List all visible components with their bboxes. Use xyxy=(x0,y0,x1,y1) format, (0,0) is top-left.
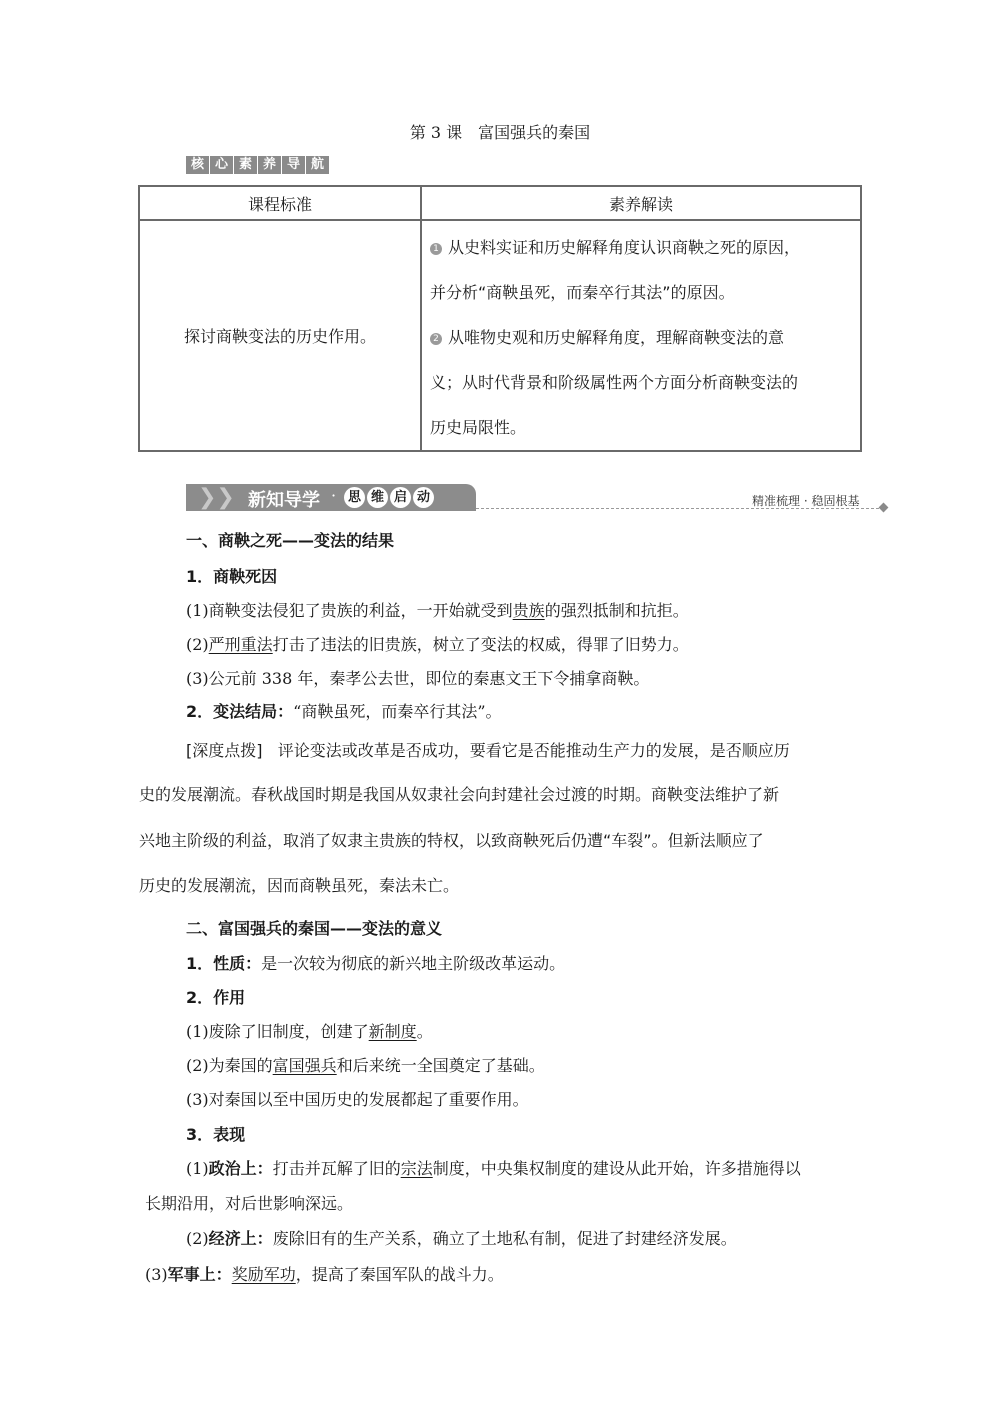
lesson-title: 第 3 课 富国强兵的秦国 xyxy=(409,123,591,142)
politics-line: (1)政治上：打击并瓦解了旧的宗法制度，中央集权制度的建设从此开始，许多措施得以 xyxy=(186,1159,801,1178)
badge-char: 核 xyxy=(186,156,209,174)
circled-number-icon: 2 xyxy=(430,333,442,345)
military-line: (3)军事上：奖励军功，提高了秦国军队的战斗力。 xyxy=(145,1265,504,1284)
section-heading-2: 二、富国强兵的秦国——变法的意义 xyxy=(186,919,443,938)
diamond-icon xyxy=(879,503,889,513)
curriculum-standard-cell: 探讨商鞅变法的历史作用。 xyxy=(139,220,421,451)
banner-chips xyxy=(344,487,434,508)
badge-char: 心 xyxy=(210,156,233,174)
deep-tip-line: 史的发展潮流。春秋战国时期是我国从奴隶社会向封建社会过渡的时期。商鞅变法维护了新 xyxy=(139,785,780,804)
double-chevron-icon: ❯❯ xyxy=(198,485,235,510)
deep-tip-label: [深度点拨] xyxy=(186,741,263,760)
header-literacy-interpretation: 素养解读 xyxy=(421,186,861,220)
subheading-performance: 3．表现 xyxy=(186,1125,246,1144)
table-row xyxy=(139,220,861,451)
curriculum-table xyxy=(138,185,862,452)
nature-line: 1．性质：是一次较为彻底的新兴地主阶级改革运动。 xyxy=(186,954,566,973)
badge-char: 养 xyxy=(258,156,281,174)
deep-tip-line: 历史的发展潮流，因而商鞅虽死，秦法未亡。 xyxy=(139,876,460,895)
banner-dot: · xyxy=(331,486,337,505)
list-item: (2)严刑重法打击了违法的旧贵族，树立了变法的权威，得罪了旧势力。 xyxy=(186,635,689,654)
list-item: (3)对秦国以至中国历史的发展都起了重要作用。 xyxy=(186,1090,529,1109)
header-curriculum-standard: 课程标准 xyxy=(139,186,421,220)
table-header-row xyxy=(139,186,861,220)
banner-chip: 动 xyxy=(413,487,434,508)
banner-chip: 维 xyxy=(367,487,388,508)
economy-line: (2)经济上：废除旧有的生产关系，确立了土地私有制，促进了封建经济发展。 xyxy=(186,1229,737,1248)
deep-tip-line: 兴地主阶级的利益，取消了奴隶主贵族的特权，以致商鞅死后仍遭“车裂”。但新法顺应了 xyxy=(139,831,764,850)
section-banner xyxy=(186,484,476,511)
list-item: (3)公元前 338 年，秦孝公去世，即位的秦惠文王下令捕拿商鞅。 xyxy=(186,669,650,688)
badge-char: 航 xyxy=(306,156,329,174)
badge-char: 素 xyxy=(234,156,257,174)
badge-char: 导 xyxy=(282,156,305,174)
interpretation-item-2: 2 从唯物史观和历史解释角度，理解商鞅变法的意 义；从时代背景和阶级属性两个方面分析商鞅变法的 历史局限性。 xyxy=(430,328,799,437)
banner-chip: 启 xyxy=(390,487,411,508)
section-heading-1: 一、商鞅之死——变法的结果 xyxy=(186,531,395,550)
list-item: (1)商鞅变法侵犯了贵族的利益，一开始就受到贵族的强烈抵制和抗拒。 xyxy=(186,601,689,620)
banner-chip: 思 xyxy=(344,487,365,508)
list-item: (2)为秦国的富国强兵和后来统一全国奠定了基础。 xyxy=(186,1056,545,1075)
core-literacy-nav-badge xyxy=(186,156,329,174)
interpretation-item-1: 1 从史料实证和历史解释角度认识商鞅之死的原因， 并分析“商鞅虽死，而秦卒行其法”的原因。 xyxy=(430,238,801,302)
circled-number-icon: 1 xyxy=(430,243,442,255)
literacy-interpretation-cell xyxy=(421,220,861,451)
reform-outcome: 2．变法结局：“商鞅虽死，而秦卒行其法”。 xyxy=(186,702,502,721)
list-item: (1)废除了旧制度，创建了新制度。 xyxy=(186,1022,433,1041)
banner-title: 新知导学 xyxy=(248,490,320,511)
politics-line-2: 长期沿用，对后世影响深远。 xyxy=(145,1194,354,1213)
subheading-role: 2．作用 xyxy=(186,988,246,1007)
deep-tip-line: [深度点拨] 评论变法或改革是否成功，要看它是否能推动生产力的发展，是否顺应历 xyxy=(186,741,790,760)
subheading-death-cause: 1．商鞅死因 xyxy=(186,567,278,586)
banner-subtitle: 精准梳理 · 稳固根基 xyxy=(752,494,860,508)
